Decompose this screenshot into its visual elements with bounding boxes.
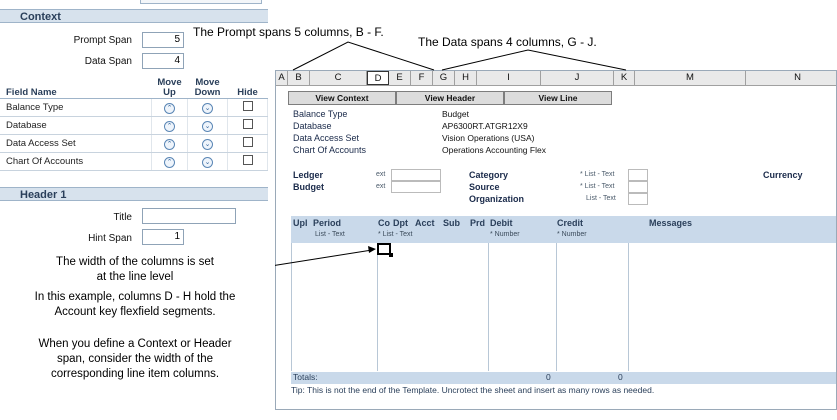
totals-label: Totals: [293,372,318,382]
column-header-e[interactable]: E [389,71,411,85]
period-column-header: Period [313,218,342,228]
column-header-k[interactable]: K [614,71,635,85]
debit-hint: * Number [490,231,520,238]
hint-span-label: Hint Span [88,233,132,244]
acct-column-header: Acct [415,218,435,228]
period-hint: List - Text [315,231,345,238]
column-header-f[interactable]: F [411,71,433,85]
upl-column-header: Upl [293,218,308,228]
sub-column-header: Sub [443,218,460,228]
context-label: Balance Type [293,109,348,119]
define-note: When you define a Context or Header span, consider the width of the corresponding line item columns. [38,338,232,380]
prompt-span-annotation: The Prompt spans 5 columns, B - F. [193,25,384,39]
prompt-span-bracket [293,42,434,70]
hide-header: Hide [228,78,268,99]
header1-section-header: Header 1 [0,187,268,201]
column-header-a[interactable]: A [276,71,288,85]
budget-label: Budget [293,182,324,192]
column-header-h[interactable]: H [455,71,477,85]
view-line-button[interactable]: View Line [504,91,612,105]
column-header-d[interactable]: D [367,71,389,85]
column-header-g[interactable]: G [433,71,455,85]
organization-label: Organization [469,194,525,204]
column-header-i[interactable]: I [477,71,541,85]
prd-column-header: Prd [470,218,486,228]
move-down-icon[interactable]: ⌄ [202,103,213,114]
move-up-header: Move Up [152,78,188,99]
field-name-header: Field Name [0,78,152,99]
move-up-icon[interactable]: ⌃ [164,121,175,132]
move-down-header: Move Down [188,78,228,99]
debit-column-header: Debit [490,218,513,228]
field-name: Data Access Set [0,135,152,153]
category-label: Category [469,170,509,180]
source-hint: * List - Text [580,183,615,190]
example-note: In this example, columns D - H hold the Account key flexfield segments. [34,291,236,318]
move-down-icon[interactable]: ⌄ [202,139,213,150]
context-section-header: Context [0,9,268,23]
width-note: The width of the columns is set at the line level [56,256,214,283]
column-header-c[interactable]: C [310,71,367,85]
field-name: Chart Of Accounts [0,153,152,171]
data-span-annotation: The Data spans 4 columns, G - J. [418,35,597,49]
organization-hint: List - Text [586,195,616,202]
move-down-icon[interactable]: ⌄ [202,157,213,168]
budget-hint: ext [376,183,386,190]
field-name: Database [0,117,152,135]
callout-arrow-line [271,250,372,266]
title-label: Title [113,212,132,223]
column-header-m[interactable]: M [635,71,746,85]
column-header-b[interactable]: B [288,71,310,85]
move-up-icon[interactable]: ⌃ [164,157,175,168]
view-header-button[interactable]: View Header [396,91,504,105]
credit-hint: * Number [557,231,587,238]
credit-column-header: Credit [557,218,584,228]
field-name: Balance Type [0,99,152,117]
context-label: Database [293,121,332,131]
column-header-j[interactable]: J [541,71,614,85]
prompt-span-input[interactable]: 5 [142,32,184,48]
move-up-icon[interactable]: ⌃ [164,103,175,114]
account-hint: * List - Text [378,231,413,238]
category-hint: * List - Text [580,171,615,178]
template-tip: Tip: This is not the end of the Template. Uncrotect the sheet and insert as many rows as needed. [291,385,655,395]
annotation-box [0,247,275,420]
context-label: Data Access Set [293,133,360,143]
move-down-icon[interactable]: ⌄ [202,121,213,132]
hint-span-input[interactable]: 1 [142,229,184,245]
totals-credit: 0 [618,372,623,382]
source-label: Source [469,182,500,192]
context-value: Vision Operations (USA) [442,133,535,143]
totals-debit: 0 [546,372,551,382]
currency-label: Currency [763,170,803,180]
prompt-span-label: Prompt Span [73,35,132,46]
callout-arrow-head [368,246,376,253]
co-column-header: Co [378,218,390,228]
data-span-input[interactable]: 4 [142,53,184,69]
data-span-label: Data Span [84,56,132,67]
view-context-button[interactable]: View Context [288,91,396,105]
context-value: Operations Accounting Flex [442,145,546,155]
data-span-bracket [442,50,626,70]
move-up-icon[interactable]: ⌃ [164,139,175,150]
context-label: Chart Of Accounts [293,145,367,155]
dpt-column-header: Dpt [393,218,408,228]
context-value: Budget [442,109,469,119]
ledger-label: Ledger [293,170,324,180]
column-header-n[interactable]: N [746,71,837,85]
ledger-hint: ext [376,171,386,178]
context-value: AP6300RT.ATGR12X9 [442,121,528,131]
messages-column-header: Messages [649,218,693,228]
